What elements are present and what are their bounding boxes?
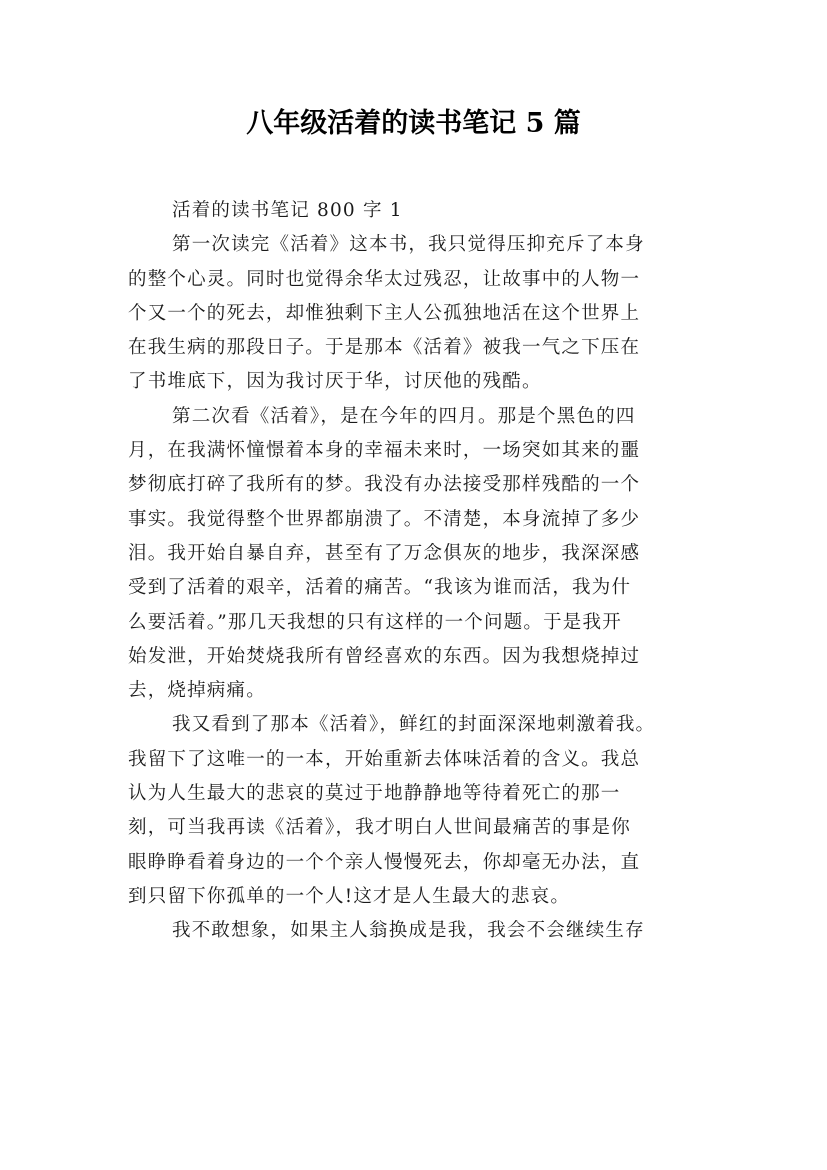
paragraph-line: 眼睁睁看着身边的一个个亲人慢慢死去，你却毫无办法，直 — [128, 851, 641, 873]
paragraph-line: 事实。我觉得整个世界都崩溃了。不清楚，本身流掉了多少 — [128, 508, 641, 530]
paragraph-line: 在我生病的那段日子。于是那本《活着》被我一气之下压在 — [128, 337, 641, 359]
paragraph-line: 认为人生最大的悲哀的莫过于地静静地等待着死亡的那一 — [128, 783, 621, 805]
paragraph-line: 我不敢想象，如果主人翁换成是我，我会不会继续生存 — [172, 920, 645, 942]
paragraph-line: 始发泄，开始焚烧我所有曾经喜欢的东西。因为我想烧掉过 — [128, 645, 641, 667]
paragraph-line: 个又一个的死去，却惟独剩下主人公孤独地活在这个世界上 — [128, 302, 641, 324]
paragraph-line: 我留下了这唯一的一本，开始重新去体味活着的含义。我总 — [128, 748, 641, 770]
document-title: 八年级活着的读书笔记 5 篇 — [246, 108, 581, 139]
paragraph-line: 第二次看《活着》，是在今年的四月。那是个黑色的四 — [172, 405, 636, 427]
paragraph-line: 刻，可当我再读《活着》，我才明白人世间最痛苦的事是你 — [128, 817, 631, 839]
paragraph-line: 去，烧掉病痛。 — [128, 680, 266, 702]
paragraph-line: 么要活着。”那几天我想的只有这样的一个问题。于是我开 — [128, 611, 622, 633]
paragraph-line: 月，在我满怀憧憬着本身的幸福未来时，一场突如其来的噩 — [128, 440, 641, 462]
paragraph-line: 受到了活着的艰辛，活着的痛苦。“我该为谁而活，我为什 — [128, 577, 632, 599]
paragraph-line: 到只留下你孤单的一个人!这才是人生最大的悲哀。 — [128, 885, 571, 907]
document-body — [128, 194, 708, 949]
paragraph-line: 我又看到了那本《活着》，鲜红的封面深深地刺激着我。 — [172, 714, 656, 736]
paragraph-line: 了书堆底下，因为我讨厌于华，讨厌他的残酷。 — [128, 371, 542, 393]
paragraph-line: 泪。我开始自暴自弃，甚至有了万念俱灰的地步，我深深感 — [128, 542, 641, 564]
paragraph-line: 梦彻底打碎了我所有的梦。我没有办法接受那样残酷的一个 — [128, 474, 641, 496]
paragraph-line: 第一次读完《活着》这本书，我只觉得压抑充斥了本身 — [172, 234, 645, 256]
section-heading: 活着的读书笔记 800 字 1 — [172, 200, 403, 221]
paragraph-line: 的整个心灵。同时也觉得余华太过残忍，让故事中的人物一 — [128, 268, 641, 290]
